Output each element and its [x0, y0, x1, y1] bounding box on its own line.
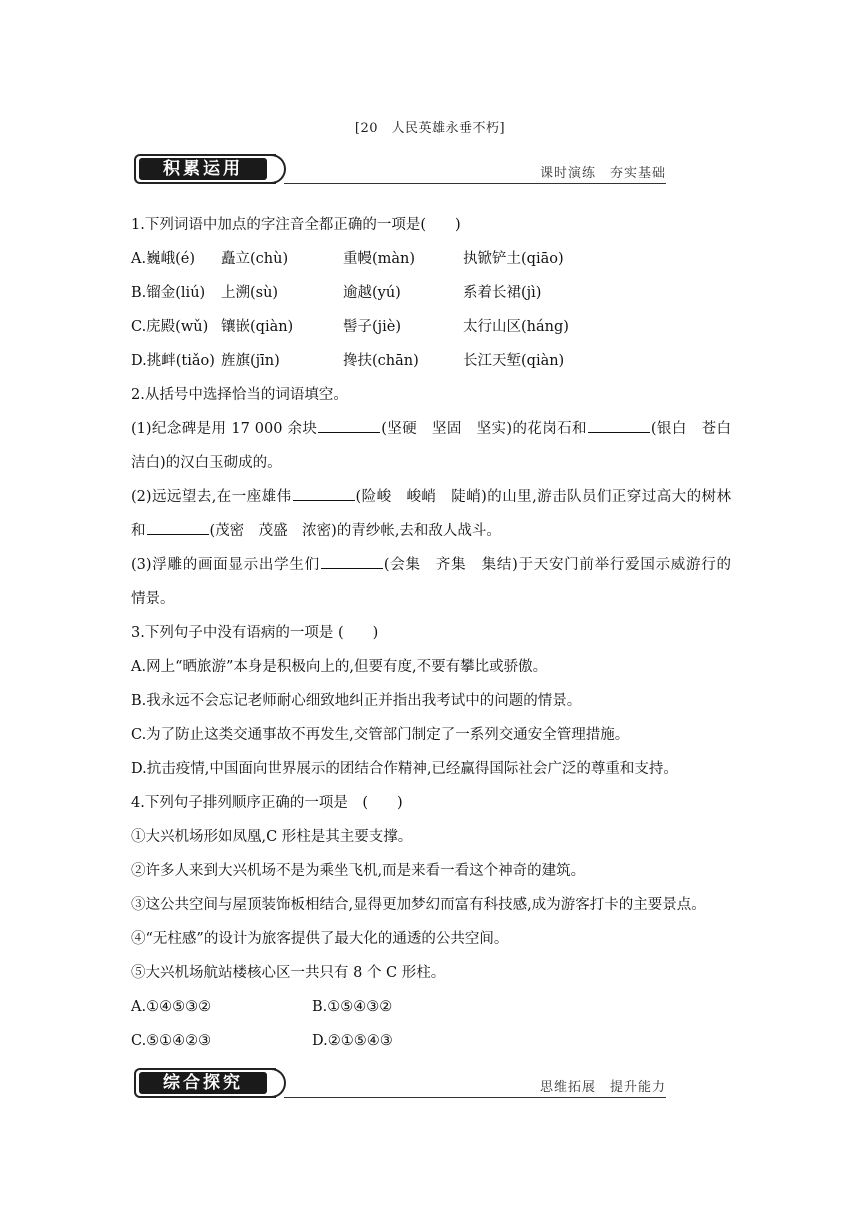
answer-option-a: A.①④⑤③② — [131, 999, 212, 1015]
option-cell: 重幔(màn) — [343, 251, 416, 267]
option-cell: 上溯(sù) — [221, 285, 279, 301]
option-cell: 旌旗(jīn) — [221, 353, 280, 369]
option-cell: 矗立(chù) — [221, 251, 289, 267]
question-2-part-3-line-1 — [131, 548, 731, 582]
text-fragment: (险峻 峻峭 陡峭)的山里,游击队员们正穿过高大的树林 — [355, 489, 731, 505]
question-2-part-2-line-2 — [131, 514, 731, 548]
option-cell: A.巍峨(é) — [131, 251, 195, 267]
question-4-answers-cd — [131, 1024, 731, 1058]
question-2-part-1-line-1 — [131, 412, 731, 446]
text-fragment: (坚硬 坚固 坚实)的花岗石和 — [381, 421, 587, 437]
option-cell: 系着长裙(jì) — [463, 285, 542, 301]
fill-blank[interactable] — [588, 418, 650, 433]
question-4-sentence-4: ④“无柱感”的设计为旅客提供了最大化的通透的公共空间。 — [131, 931, 509, 947]
text-fragment: (银白 苍白 — [650, 421, 731, 437]
banner-rule — [284, 1097, 666, 1098]
question-3-option-a: A.网上“晒旅游”本身是积极向上的,但要有度,不要有攀比或骄傲。 — [131, 659, 548, 675]
question-3-option-b: B.我永远不会忘记老师耐心细致地纠正并指出我考试中的问题的情景。 — [131, 693, 582, 709]
banner-subtitle: 课时演练 夯实基础 — [539, 166, 666, 181]
option-cell: 长江天堑(qiàn) — [463, 353, 565, 369]
question-4-sentence-1: ①大兴机场形如凤凰,C 形柱是其主要支撑。 — [131, 829, 413, 845]
question-3-option-c: C.为了防止这类交通事故不再发生,交管部门制定了一系列交通安全管理措施。 — [131, 727, 630, 743]
banner-subtitle: 思维拓展 提升能力 — [539, 1080, 666, 1095]
section-banner-explore — [134, 1068, 666, 1106]
option-cell: C.庑殿(wǔ) — [131, 319, 209, 335]
worksheet-content — [131, 208, 731, 1058]
question-2-part-1-line-2: 洁白)的汉白玉砌成的。 — [131, 455, 282, 471]
option-cell: 髻子(jiè) — [343, 319, 402, 335]
fill-blank[interactable] — [321, 554, 383, 569]
text-fragment: (2)远远望去,在一座雄伟 — [131, 489, 292, 505]
question-2-part-3-line-2: 情景。 — [131, 591, 175, 607]
banner-tab-label: 综合探究 — [163, 1073, 243, 1093]
option-cell: 搀扶(chān) — [343, 353, 419, 369]
question-1-row-d — [131, 344, 731, 378]
text-fragment: (茂密 茂盛 浓密)的青纱帐,去和敌人战斗。 — [209, 523, 501, 539]
text-fragment: (3)浮雕的画面显示出学生们 — [131, 557, 320, 573]
answer-option-b: B.①⑤④③② — [312, 999, 393, 1015]
question-4-sentence-2: ②许多人来到大兴机场不是为乘坐飞机,而是来看一看这个神奇的建筑。 — [131, 863, 586, 879]
question-2-stem: 2.从括号中选择恰当的词语填空。 — [131, 387, 348, 403]
section-banner-accumulate — [134, 154, 666, 192]
fill-blank[interactable] — [318, 418, 380, 433]
banner-rule — [284, 183, 666, 184]
answer-option-c: C.⑤①④②③ — [131, 1033, 212, 1049]
question-4-answers-ab — [131, 990, 731, 1024]
fill-blank[interactable] — [293, 486, 355, 501]
question-2-part-2-line-1 — [131, 480, 731, 514]
text-fragment: (会集 齐集 集结)于天安门前举行爱国示威游行的 — [383, 557, 732, 573]
option-cell: 执锨铲土(qiāo) — [463, 251, 564, 267]
question-1-row-c — [131, 310, 731, 344]
text-fragment: (1)纪念碑是用 17 000 余块 — [131, 421, 318, 437]
banner-tab-label: 积累运用 — [163, 159, 243, 179]
option-cell: 逾越(yú) — [343, 285, 401, 301]
question-3-option-d: D.抗击疫情,中国面向世界展示的团结合作精神,已经赢得国际社会广泛的尊重和支持。 — [131, 761, 678, 777]
answer-option-d: D.②①⑤④③ — [312, 1033, 393, 1049]
question-1-row-b — [131, 276, 731, 310]
question-4-sentence-5: ⑤大兴机场航站楼核心区一共只有 8 个 C 形柱。 — [131, 965, 446, 981]
fill-blank[interactable] — [147, 520, 209, 535]
option-cell: 镶嵌(qiàn) — [221, 319, 294, 335]
question-4-stem: 4.下列句子排列顺序正确的一项是 ( ) — [131, 795, 403, 811]
question-1-stem: 1.下列词语中加点的字注音全都正确的一项是( ) — [131, 217, 461, 233]
option-cell: B.镏金(liú) — [131, 285, 206, 301]
option-cell: D.挑衅(tiǎo) — [131, 353, 215, 369]
question-4-sentence-3: ③这公共空间与屋顶装饰板相结合,显得更加梦幻而富有科技感,成为游客打卡的主要景点。 — [131, 897, 706, 913]
text-fragment: 和 — [131, 523, 146, 539]
question-3-stem: 3.下列句子中没有语病的一项是 ( ) — [131, 625, 379, 641]
question-1-row-a — [131, 242, 731, 276]
lesson-title: [20 人民英雄永垂不朽] — [354, 121, 506, 136]
option-cell: 太行山区(háng) — [463, 319, 569, 335]
